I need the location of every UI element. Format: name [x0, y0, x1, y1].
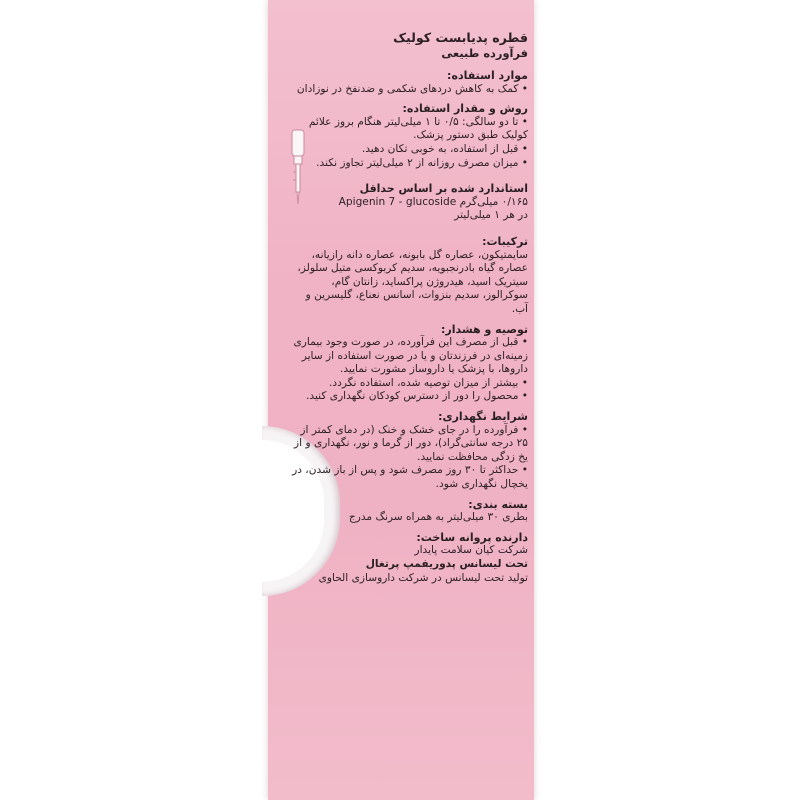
packaging-heading: بسته بندی: [468, 497, 528, 511]
dosage-heading: روش و مقدار استفاده: [402, 102, 528, 116]
product-subtitle: فرآورده طبیعی [441, 46, 528, 60]
standard-per-ml: در هر ۱ میلی‌لیتر [454, 209, 528, 222]
product-title: قطره پدیابست کولیک [393, 30, 528, 45]
ingredients-text: سایمتیکون، عصاره گل بابونه، عصاره دانه رازیانه، عصاره گیاه بادرنجبویه، سدیم کربوکسی متیل سلولز، سیتریک اسید، هیدروژن پراکساید، زانتان گام، سوکرالوز، سدیم بنزوات، اسانس نعناع، گلیسرین و آب. [297, 248, 528, 315]
under-license: تحت لیسانس پدوریفمپ پرتغال [365, 558, 528, 570]
indications-heading: موارد استفاده: [447, 69, 528, 82]
warning-item: • قبل از مصرف این فرآورده، در صورت وجود بیماری زمینه‌ای در فرزندتان و یا در صورت استفاده از سایر داروها، با پزشک یا داروساز مشورت نمایید. [288, 336, 528, 377]
producer: تولید تحت لیسانس در شرکت داروسازی الحاوی [318, 571, 528, 584]
dosage-item: • قبل از استفاده، به خوبی تکان دهید. [288, 143, 528, 157]
license-holder: شرکت کیان سلامت پایدار [414, 544, 528, 557]
dosage-item: • میزان مصرف روزانه از ۲ میلی‌لیتر تجاوز نکند. [288, 157, 528, 171]
storage-heading: شرایط نگهداری: [438, 410, 528, 424]
standard-heading: استاندارد شده بر اساس حداقل [359, 182, 528, 196]
standard-amount: ۰/۱۶۵ میلی‌گرم [459, 195, 528, 208]
warnings-heading: توصیه و هشدار: [441, 322, 528, 336]
license-heading: دارنده پروانه ساخت: [416, 530, 528, 544]
warning-item: • محصول را دور از دسترس کودکان نگهداری کنید. [288, 390, 528, 404]
warning-item: • بیشتر از میزان توصیه شده، استفاده نگردد. [288, 377, 528, 391]
storage-item: • حداکثر تا ۳۰ روز مصرف شود و پس از باز شدن، در یخچال نگهداری شود. [288, 464, 528, 491]
storage-item: • فرآورده را در جای خشک و خنک (در دمای کمتر از ۲۵ درجه سانتی‌گراد)، دور از گرما و نور، نگهداری و از یخ زدگی محافظت نمایید. [288, 424, 528, 465]
packaging-text: بطری ۳۰ میلی‌لیتر به همراه سرنگ مدرج [348, 511, 528, 524]
dosage-item: • تا دو سالگی: ۰/۵ تا ۱ میلی‌لیتر هنگام بروز علائم کولیک طبق دستور پزشک. [288, 116, 528, 143]
standard-amount-line [288, 196, 528, 210]
ingredients-heading: ترکیبات: [482, 234, 528, 248]
standard-compound: Apigenin 7 - glucoside [338, 195, 457, 208]
label-text-block [288, 30, 528, 585]
indication-item: • کمک به کاهش دردهای شکمی و ضدنفخ در نوزادان [288, 83, 528, 97]
